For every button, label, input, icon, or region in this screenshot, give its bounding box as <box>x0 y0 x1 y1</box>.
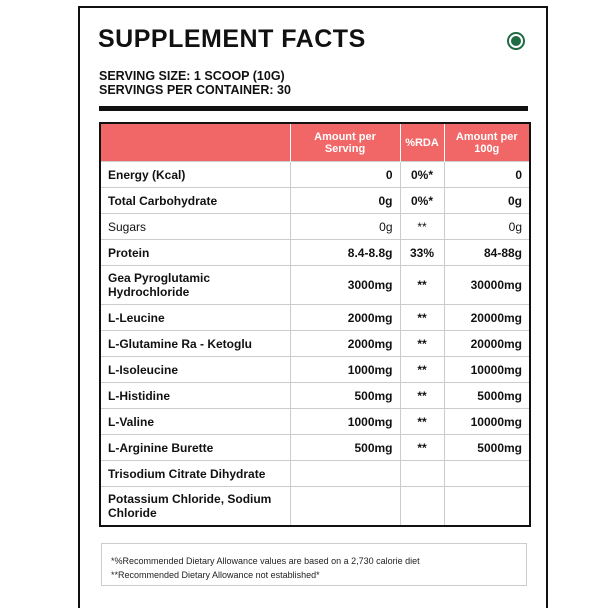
nutrient-name: Gea Pyroglutamic Hydrochloride <box>100 266 290 305</box>
header-rda: %RDA <box>400 123 444 162</box>
amount-per-100g: 84-88g <box>444 240 530 266</box>
amount-per-100g: 10000mg <box>444 357 530 383</box>
rda-value: ** <box>400 331 444 357</box>
rda-value <box>400 461 444 487</box>
rda-value: ** <box>400 383 444 409</box>
rda-value: ** <box>400 266 444 305</box>
amount-per-serving: 2000mg <box>290 305 400 331</box>
table-row <box>100 435 530 461</box>
footnote-rda-basis: *%Recommended Dietary Allowance values are based on a 2,730 calorie diet <box>111 556 420 566</box>
amount-per-serving: 0g <box>290 188 400 214</box>
nutrient-name: L-Leucine <box>100 305 290 331</box>
rda-value <box>400 487 444 527</box>
table-row <box>100 409 530 435</box>
header-amount-per-serving: Amount per Serving <box>290 123 400 162</box>
header-nutrient <box>100 123 290 162</box>
amount-per-serving <box>290 461 400 487</box>
nutrient-name: L-Histidine <box>100 383 290 409</box>
amount-per-100g: 20000mg <box>444 331 530 357</box>
supplement-facts-panel <box>78 6 548 608</box>
table-row <box>100 487 530 527</box>
nutrient-name: Trisodium Citrate Dihydrate <box>100 461 290 487</box>
table-row <box>100 357 530 383</box>
amount-per-serving: 500mg <box>290 435 400 461</box>
nutrient-name: Energy (Kcal) <box>100 162 290 188</box>
nutrient-name: L-Valine <box>100 409 290 435</box>
nutrient-name: L-Glutamine Ra - Ketoglu <box>100 331 290 357</box>
amount-per-100g: 5000mg <box>444 435 530 461</box>
serving-info <box>99 69 291 97</box>
rda-value: ** <box>400 214 444 240</box>
serving-size: SERVING SIZE: 1 SCOOP (10G) <box>99 69 285 83</box>
rda-value: 0%* <box>400 188 444 214</box>
divider <box>99 106 528 111</box>
amount-per-serving: 0 <box>290 162 400 188</box>
page-title: SUPPLEMENT FACTS <box>98 25 366 53</box>
amount-per-100g: 10000mg <box>444 409 530 435</box>
table-row <box>100 214 530 240</box>
amount-per-100g: 30000mg <box>444 266 530 305</box>
table-row <box>100 240 530 266</box>
table-row <box>100 266 530 305</box>
amount-per-100g: 0 <box>444 162 530 188</box>
amount-per-serving: 2000mg <box>290 331 400 357</box>
nutrient-name: Total Carbohydrate <box>100 188 290 214</box>
amount-per-serving: 8.4-8.8g <box>290 240 400 266</box>
amount-per-serving: 1000mg <box>290 357 400 383</box>
amount-per-100g: 20000mg <box>444 305 530 331</box>
veg-mark-icon <box>507 32 525 50</box>
table-row <box>100 305 530 331</box>
amount-per-serving: 1000mg <box>290 409 400 435</box>
amount-per-100g: 5000mg <box>444 383 530 409</box>
servings-per-container: SERVINGS PER CONTAINER: 30 <box>99 83 291 97</box>
table-header-row <box>100 123 530 162</box>
table-row <box>100 188 530 214</box>
table-row <box>100 461 530 487</box>
table-row <box>100 331 530 357</box>
amount-per-serving: 500mg <box>290 383 400 409</box>
amount-per-100g <box>444 487 530 527</box>
nutrient-name: Protein <box>100 240 290 266</box>
amount-per-serving: 3000mg <box>290 266 400 305</box>
rda-value: ** <box>400 305 444 331</box>
rda-value: ** <box>400 409 444 435</box>
nutrient-name: L-Isoleucine <box>100 357 290 383</box>
rda-value: 0%* <box>400 162 444 188</box>
amount-per-serving: 0g <box>290 214 400 240</box>
amount-per-100g: 0g <box>444 214 530 240</box>
nutrient-name: L-Arginine Burette <box>100 435 290 461</box>
footnote-rda-not-established: **Recommended Dietary Allowance not established* <box>111 570 320 580</box>
table-row <box>100 162 530 188</box>
amount-per-100g <box>444 461 530 487</box>
rda-value: ** <box>400 357 444 383</box>
nutrition-table <box>99 122 531 527</box>
footnote-box <box>101 543 527 586</box>
rda-value: ** <box>400 435 444 461</box>
rda-value: 33% <box>400 240 444 266</box>
nutrient-name: Sugars <box>100 214 290 240</box>
header-amount-per-100g: Amount per 100g <box>444 123 530 162</box>
table-row <box>100 383 530 409</box>
amount-per-serving <box>290 487 400 527</box>
nutrient-name: Potassium Chloride, Sodium Chloride <box>100 487 290 527</box>
amount-per-100g: 0g <box>444 188 530 214</box>
